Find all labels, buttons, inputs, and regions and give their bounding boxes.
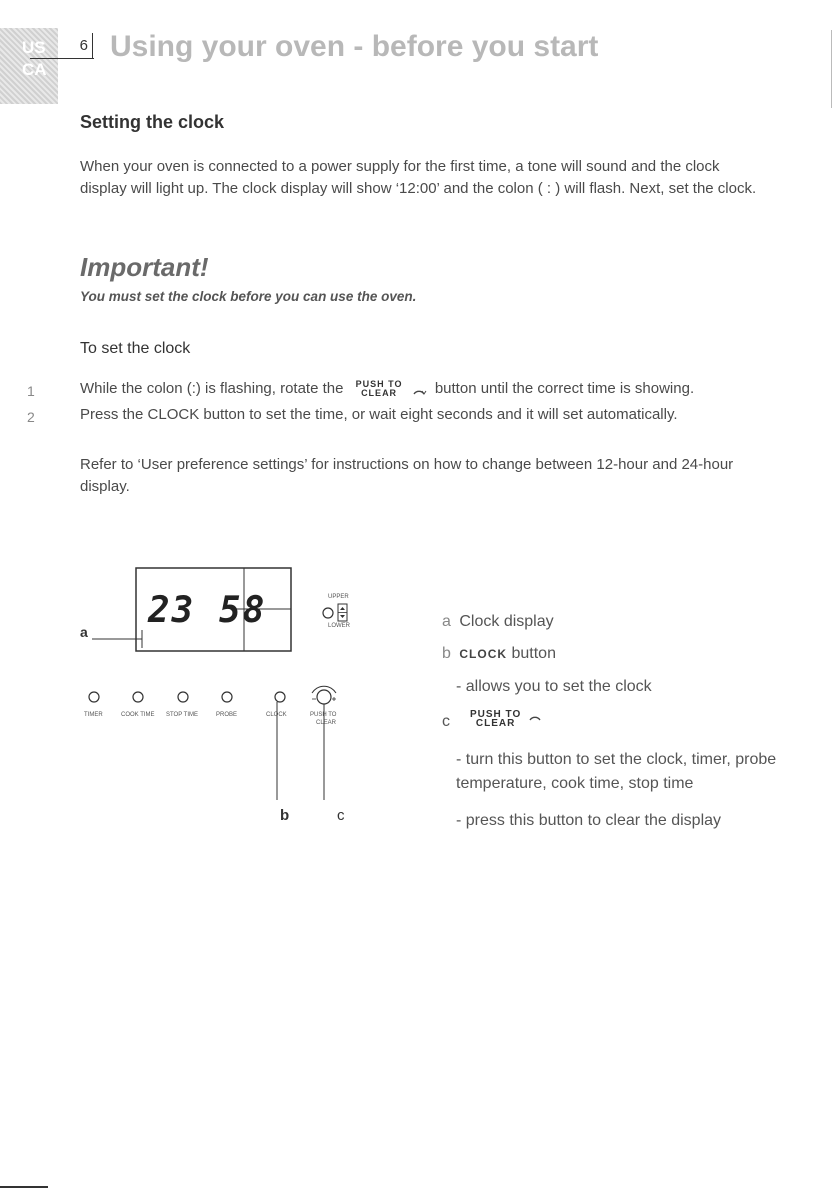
clear-label: CLEAR xyxy=(361,388,398,399)
intro-paragraph: When your oven is connected to a power supply for the first time, a tone will sound and the clock display will light up. The clock display will show ‘12:00’ and the colon ( : ) will flash. Next, set the clock. xyxy=(80,158,757,197)
push-to-label: PUSH TO xyxy=(355,379,403,390)
label-c: c xyxy=(337,807,345,824)
legend-b-key: b xyxy=(442,645,451,662)
step-1-text-b: button until the correct time is showing. xyxy=(434,380,695,397)
region-ca: CA xyxy=(22,60,47,79)
step-2: Press the CLOCK button to set the time, or wait eight seconds and it will set automatically. xyxy=(80,406,678,423)
legend-a xyxy=(442,613,554,631)
legend-c-key: c xyxy=(442,713,450,730)
legend-b-bold: CLOCK xyxy=(459,647,508,661)
timer-label: TIMER xyxy=(84,712,103,718)
region-us: US xyxy=(22,38,46,57)
region-badge xyxy=(0,28,58,104)
legend-c-desc-1: - turn this button to set the clock, timer, probe temperature, cook time, stop time xyxy=(456,751,777,792)
label-b: b xyxy=(280,807,290,824)
important-heading: Important! xyxy=(80,252,209,282)
section-heading: Setting the clock xyxy=(80,112,225,132)
control-panel-diagram xyxy=(80,560,400,830)
lower-label: LOWER xyxy=(328,623,351,629)
legend-rotate-arrow-icon xyxy=(527,708,543,722)
clear-label-diagram: CLEAR xyxy=(316,720,337,726)
footer-rule xyxy=(0,1186,48,1188)
legend-a-key: a xyxy=(442,613,451,630)
label-a: a xyxy=(80,624,88,640)
steps-heading: To set the clock xyxy=(80,340,191,357)
clock-label: CLOCK xyxy=(266,712,287,718)
legend-a-text: Clock display xyxy=(459,613,554,630)
margin-rule xyxy=(831,30,832,108)
important-text: You must set the clock before you can use the oven. xyxy=(80,289,417,304)
step-1-number: 1 xyxy=(27,383,35,399)
step-1 xyxy=(80,378,694,400)
legend-c-desc-2: - press this button to clear the display xyxy=(456,812,722,829)
clock-display: 23 58 xyxy=(148,590,267,631)
step-1-text-a: While the colon (:) is flashing, rotate the xyxy=(80,380,344,397)
legend-b-text: button xyxy=(511,645,556,662)
push-to-clear-label xyxy=(356,380,403,398)
legend-c-clear: CLEAR xyxy=(475,718,516,729)
probe-label: PROBE xyxy=(216,712,238,718)
rotate-arrow-icon xyxy=(411,382,427,396)
legend-c-push: PUSH TO xyxy=(470,709,522,720)
step-2-number: 2 xyxy=(27,409,35,425)
legend-c-label xyxy=(470,710,521,728)
legend-b-desc: - allows you to set the clock xyxy=(456,678,652,695)
cook-time-label: COOK TIME xyxy=(121,712,155,718)
push-to-label-diagram: PUSH TO xyxy=(310,712,337,718)
upper-label: UPPER xyxy=(328,594,349,600)
page-number: 6 xyxy=(58,33,93,59)
note-paragraph: Refer to ‘User preference settings’ for instructions on how to change between 12-hour and 24-hour display. xyxy=(80,456,734,495)
legend-b xyxy=(442,645,556,663)
stop-time-label: STOP TIME xyxy=(166,712,199,718)
page-title: Using your oven - before you start xyxy=(110,30,599,63)
